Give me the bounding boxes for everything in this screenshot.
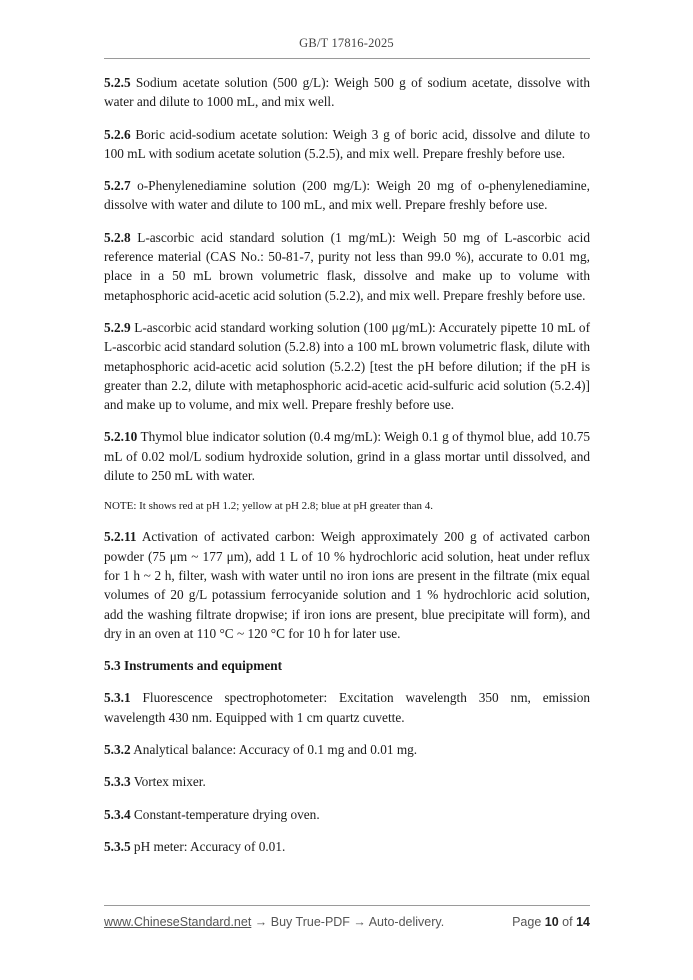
clause-text: Boric acid-sodium acetate solution: Weigh 3 g of boric acid, dissolve and dilute to 100 mL with sodium acetate solution (5.2.5), and mix well. Prepare freshly before use. bbox=[104, 126, 590, 161]
promo-text: → Buy True-PDF → Auto-delivery. bbox=[251, 915, 445, 929]
clause-5-2-11 bbox=[104, 527, 590, 643]
clause-number: 5.3.5 bbox=[104, 838, 131, 854]
total-pages: 14 bbox=[576, 915, 590, 929]
site-link[interactable]: www.ChineseStandard.net bbox=[104, 915, 252, 929]
clause-text: Activation of activated carbon: Weigh approximately 200 g of activated carbon powder (75 μm ~ 177 μm), add 1 L of 10 % hydrochloric acid solution, heat under reflux for 1 h ~ 2 h, filter, wash with water until no iron ions are present in the filtrate (mix equal volumes of 20 g/L potassium ferrocyanide solution and 1 % hydrochloric acid solution, add the washing filtrate dropwise; if iron ions are present, blue precipitate will form), and dry in an oven at 110 °C ~ 120 °C for 10 h for later use. bbox=[104, 529, 590, 641]
clause-text: Sodium acetate solution (500 g/L): Weigh 500 g of sodium acetate, dissolve with water and dilute to 1000 mL, and mix well. bbox=[104, 75, 591, 110]
clause-text: L-ascorbic acid standard working solution (100 μg/mL): Accurately pipette 10 mL of L-ascorbic acid standard solution (5.2.8) into a 100 mL brown volumetric flask, dilute with metaphosphoric acid-acetic acid solution (5.2.2) [test the pH before dilution; if the pH is greater than 2.2, dilute with metaphosphoric acid-acetic acid-sulfuric acid solution (5.2.4)] and make up to volume, and mix well. Prepare freshly before use. bbox=[104, 319, 590, 413]
clause-text: Vortex mixer. bbox=[133, 774, 206, 790]
clause-5-3-4 bbox=[104, 805, 590, 824]
footer-divider bbox=[104, 905, 590, 906]
clause-number: 5.2.11 bbox=[104, 529, 137, 545]
clause-5-2-9 bbox=[104, 318, 590, 414]
clause-number: 5.2.7 bbox=[104, 178, 131, 194]
standard-code: GB/T 17816-2025 bbox=[299, 36, 394, 50]
current-page: 10 bbox=[544, 915, 559, 929]
clause-5-2-5 bbox=[104, 73, 590, 112]
clause-number: 5.2.8 bbox=[104, 229, 131, 245]
clause-number: 5.3.2 bbox=[104, 742, 131, 758]
clause-text: Fluorescence spectrophotometer: Excitation wavelength 350 nm, emission wavelength 430 nm. Equipped with 1 cm quartz cuvette. bbox=[104, 690, 591, 725]
header-divider bbox=[104, 58, 590, 59]
clause-number: 5.2.10 bbox=[104, 429, 138, 445]
section-heading: 5.3 Instruments and equipment bbox=[104, 658, 283, 674]
clause-5-2-7 bbox=[104, 176, 590, 215]
clause-5-3-5 bbox=[104, 837, 590, 856]
clause-number: 5.3.3 bbox=[104, 774, 131, 790]
document-body bbox=[104, 73, 590, 869]
clause-text: L-ascorbic acid standard solution (1 mg/mL): Weigh 50 mg of L-ascorbic acid reference material (CAS No.: 50-81-7, purity not less than 99.0 %), accurate to 0.01 mg, place in a 50 mL brown volumetric flask, dissolve and make up to volume with metaphosphoric acid-acetic acid solution (5.2.2), and mix well. Prepare freshly before use. bbox=[104, 229, 590, 303]
clause-text: Thymol blue indicator solution (0.4 mg/mL): Weigh 0.1 g of thymol blue, add 10.75 mL of 0.02 mol/L sodium hydroxide solution, grind in a glass mortar until dissolved, and dilute to 250 mL with water. bbox=[104, 429, 591, 484]
clause-5-3-2 bbox=[104, 740, 590, 759]
page-footer bbox=[104, 915, 590, 929]
footer-promo bbox=[104, 915, 444, 929]
clause-text: pH meter: Accuracy of 0.01. bbox=[133, 838, 286, 854]
clause-text: o-Phenylenediamine solution (200 mg/L): Weigh 20 mg of o-phenylenediamine, dissolve with water and dilute to 100 mL, and mix well. Prepare freshly before use. bbox=[104, 178, 591, 213]
clause-5-3-3 bbox=[104, 772, 590, 791]
clause-number: 5.2.6 bbox=[104, 126, 131, 142]
note: NOTE: It shows red at pH 1.2; yellow at pH 2.8; blue at pH greater than 4. bbox=[104, 500, 434, 513]
clause-number: 5.3.4 bbox=[104, 806, 131, 822]
of-word: of bbox=[562, 915, 573, 929]
clause-number: 5.2.9 bbox=[104, 319, 131, 335]
page-word: Page bbox=[512, 915, 542, 929]
clause-5-2-10 bbox=[104, 427, 590, 485]
clause-number: 5.2.5 bbox=[104, 75, 131, 90]
clause-5-2-8 bbox=[104, 228, 590, 305]
clause-text: Constant-temperature drying oven. bbox=[133, 806, 320, 822]
page-indicator bbox=[512, 915, 590, 929]
page-header bbox=[0, 36, 693, 51]
clause-5-2-6 bbox=[104, 125, 590, 164]
clause-5-3-1 bbox=[104, 688, 590, 727]
clause-number: 5.3.1 bbox=[104, 690, 131, 706]
clause-text: Analytical balance: Accuracy of 0.1 mg and 0.01 mg. bbox=[133, 742, 418, 758]
